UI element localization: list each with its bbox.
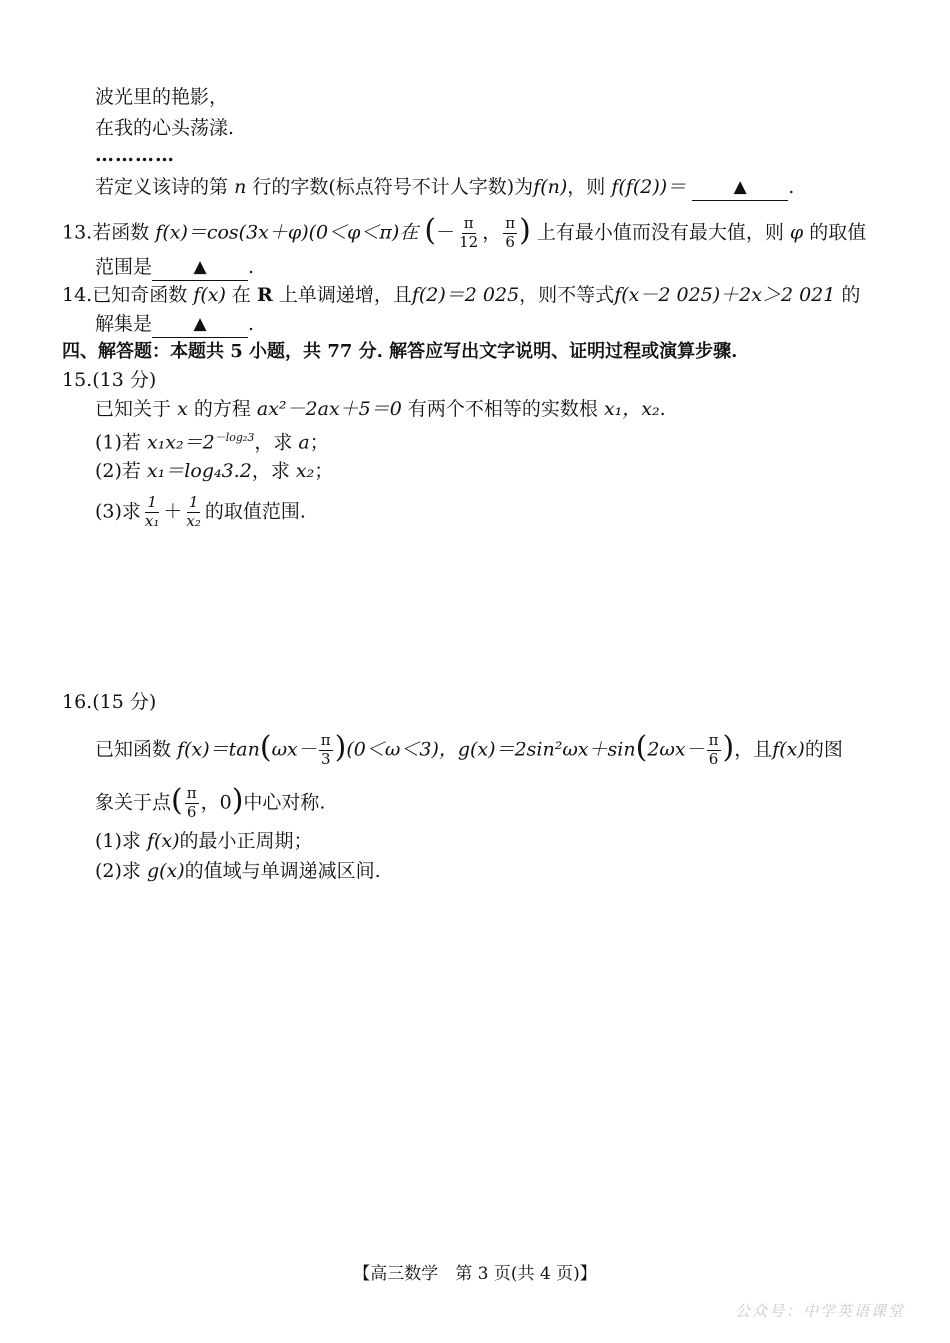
q16-number: 16. (62, 691, 93, 713)
fraction: $\frac{\pi}{6}$ (186, 784, 197, 821)
q16-line-2: 象关于点( $\frac{\pi}{6}$ ，0)中心对称. (95, 783, 326, 821)
q13-question: 13.若函数 f(x)＝cos(3x＋φ)(0＜φ＜π)在 (－ $\frac{\pi}{12}$ ， $\frac{\pi}{6}$ ) 上有最小值而没有最大值，则 φ 的取值 (62, 213, 867, 251)
fraction: $\frac{1}{\text{x₁}}$ (144, 493, 160, 530)
q15-number: 15. (62, 369, 93, 391)
poem-line-2: 在我的心头荡漾. (95, 117, 235, 139)
answer-triangle-icon: ▲ (733, 177, 747, 197)
q12-answer-blank[interactable] (692, 177, 788, 201)
poem-line-1: 波光里的艳影， (95, 86, 229, 108)
section-heading: 四、解答题：本题共 5 小题，共 77 分. 解答应写出文字说明、证明过程或演算步骤. (62, 341, 738, 362)
q12-question-tail: 若定义该诗的第 n 行的字数(标点符号不计人字数)为f(n)，则 f(f(2))＝ ▲ . (95, 178, 794, 199)
q15-part-2: (2)若 x₁＝log₄3.2，求 x₂； (95, 460, 334, 482)
fraction: $\frac{\pi}{6}$ (505, 214, 516, 251)
q15-part-1: (1)若 $x_1x_2=2^{-log_23}$，求 a； (95, 431, 329, 454)
fraction: $\frac{\pi}{6}$ (708, 731, 719, 768)
q14-question: 14.已知奇函数 f(x) 在 R 上单调递增，且f(2)＝2 025，则不等式f(x－2 025)＋2x＞2 021 的 (62, 284, 861, 306)
q15-part-3: (3)求 $\frac{1}{\text{x₁}}$ ＋ $\frac{1}{\text{x₂}}$ 的取值范围. (95, 493, 306, 530)
q16-part-2: (2)求 g(x)的值域与单调递减区间. (95, 860, 381, 882)
q16-part-1: (1)求 f(x)的最小正周期； (95, 830, 313, 852)
q15-stem: 已知关于 x 的方程 ax²－2ax＋5＝0 有两个不相等的实数根 x₁，x₂. (95, 398, 666, 420)
fraction: $\frac{\pi}{3}$ (320, 731, 331, 768)
q13-line-2: 范围是 ▲ . (95, 258, 254, 279)
q14-line-2: 解集是 ▲ . (95, 315, 254, 336)
fraction: $\frac{\pi}{12}$ (459, 214, 479, 251)
fraction: $\frac{1}{\text{x₂}}$ (186, 493, 201, 530)
q15-header: 15.(13 分) (62, 369, 157, 391)
q16-header: 16.(15 分) (62, 691, 157, 713)
poem-ellipsis: ………… (95, 144, 175, 166)
q13-number: 13. (62, 221, 93, 244)
watermark: 公众号：中学英语课堂 (734, 1302, 905, 1320)
answer-triangle-icon: ▲ (193, 257, 207, 277)
page-footer: 【高三数学 第 3 页(共 4 页)】 (353, 1264, 597, 1284)
q16-stem: 已知函数 f(x)＝tan(ωx－ $\frac{\pi}{3}$ )(0＜ω＜3)，g(x)＝2sin²ωx＋sin(2ωx－ $\frac{\pi}{6}$ )，且f(x)的图 (95, 730, 843, 768)
q14-number: 14. (62, 284, 93, 306)
answer-triangle-icon: ▲ (193, 314, 207, 334)
